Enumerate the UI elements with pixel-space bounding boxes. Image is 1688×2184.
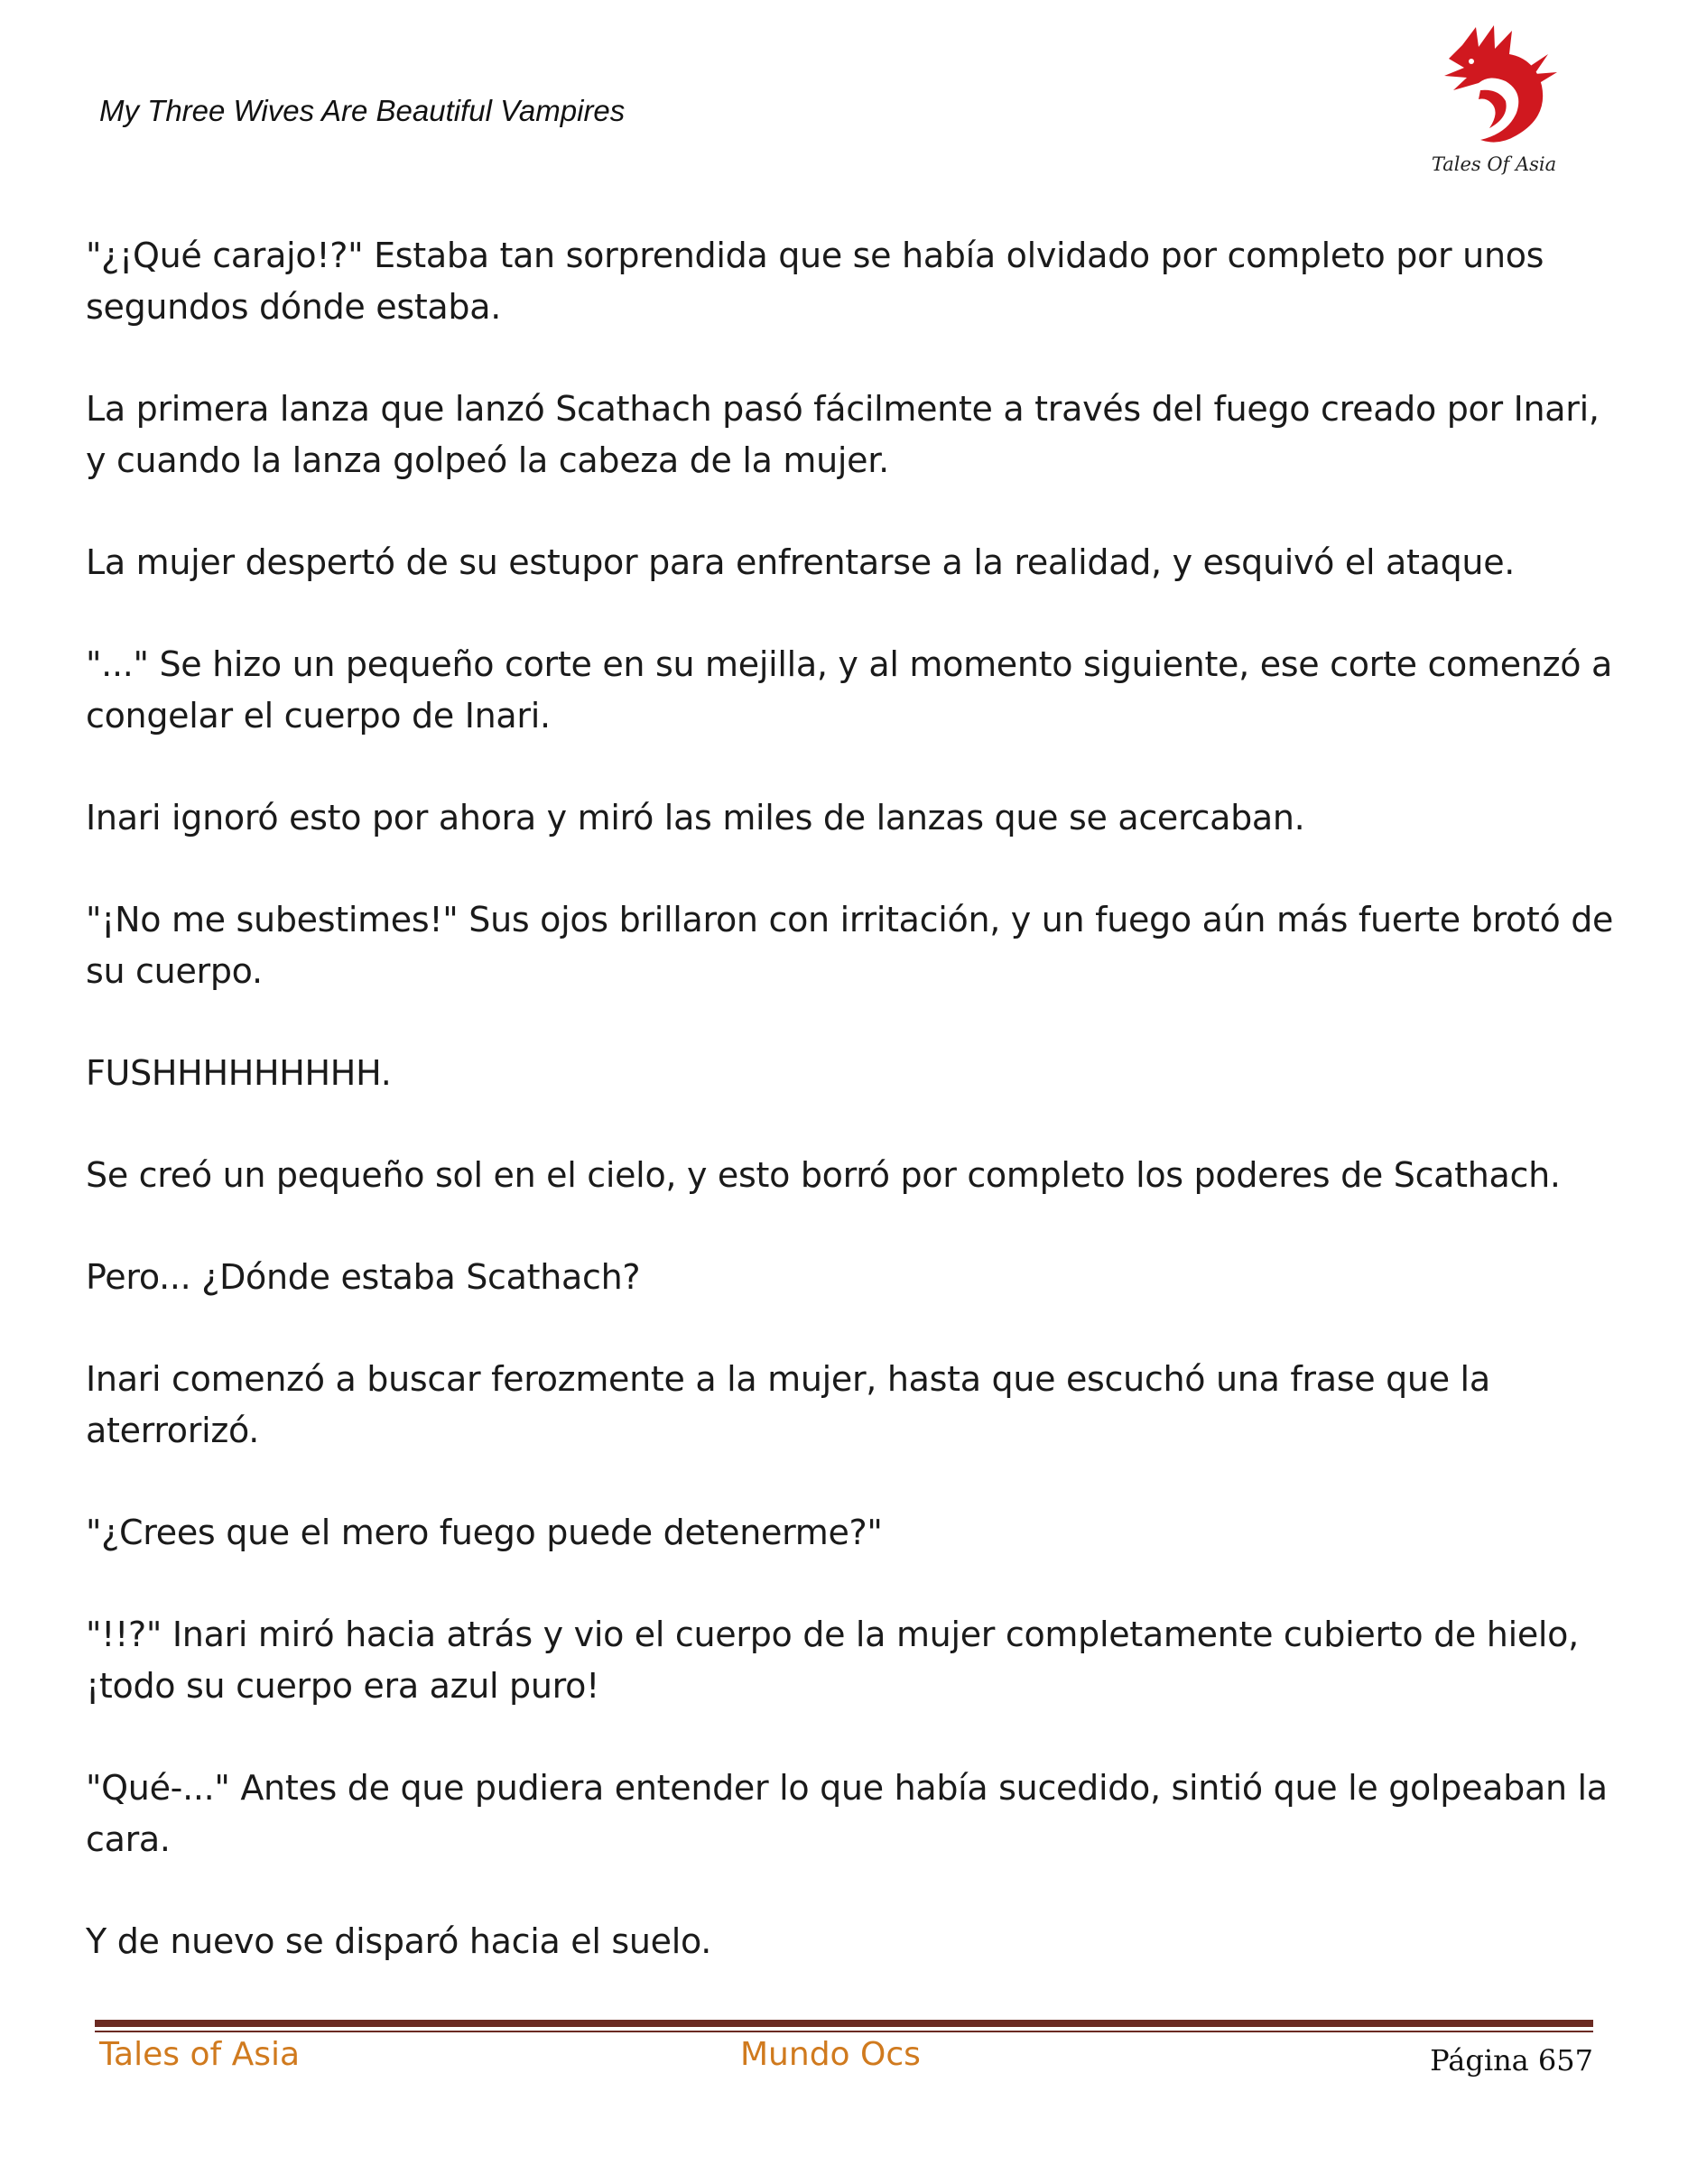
footer-rule-thin [95,2031,1593,2032]
paragraph: FUSHHHHHHHHH. [86,1053,392,1093]
paragraph: Se creó un pequeño sol en el cielo, y esto borró por completo los poderes de Scathach. [86,1155,1561,1195]
paragraph: "Qué-..." Antes de que pudiera entender lo que había sucedido, sintió que le golpeaban la cara. [86,1768,1608,1859]
paragraph: "¿Crees que el mero fuego puede detenerme?" [86,1513,883,1552]
paragraph: Pero... ¿Dónde estaba Scathach? [86,1257,641,1297]
paragraph: La mujer despertó de su estupor para enfrentarse a la realidad, y esquivó el ataque. [86,542,1516,582]
page-number: Página 657 [1430,2043,1593,2078]
footer-site: Mundo Ocs [740,2036,921,2073]
publisher-logo [1426,18,1562,180]
red-dragon-icon [1426,18,1562,153]
paragraph: "¿¡Qué carajo!?" Estaba tan sorprendida que se había olvidado por completo por unos segundos dónde estaba. [86,236,1544,327]
footer-publisher: Tales of Asia [99,2036,301,2073]
paragraph: Inari comenzó a buscar ferozmente a la mujer, hasta que escuchó una frase que la aterrorizó. [86,1359,1490,1450]
paragraph: Y de nuevo se disparó hacia el suelo. [86,1921,712,1961]
paragraph: "!!?" Inari miró hacia atrás y vio el cuerpo de la mujer completamente cubierto de hielo, ¡todo su cuerpo era azul puro! [86,1615,1579,1706]
footer-rule-thick [95,2020,1593,2027]
paragraph: "..." Se hizo un pequeño corte en su mejilla, y al momento siguiente, ese corte comenzó a congelar el cuerpo de Inari. [86,644,1612,736]
logo-text: Tales Of Asia [1431,153,1557,175]
paragraph: "¡No me subestimes!" Sus ojos brillaron con irritación, y un fuego aún más fuerte brotó de su cuerpo. [86,900,1614,991]
chapter-text [86,230,1620,2018]
paragraph: La primera lanza que lanzó Scathach pasó fácilmente a través del fuego creado por Inari, y cuando la lanza golpeó la cabeza de la mujer. [86,389,1600,480]
paragraph: Inari ignoró esto por ahora y miró las miles de lanzas que se acercaban. [86,798,1305,838]
book-title: My Three Wives Are Beautiful Vampires [99,94,626,127]
